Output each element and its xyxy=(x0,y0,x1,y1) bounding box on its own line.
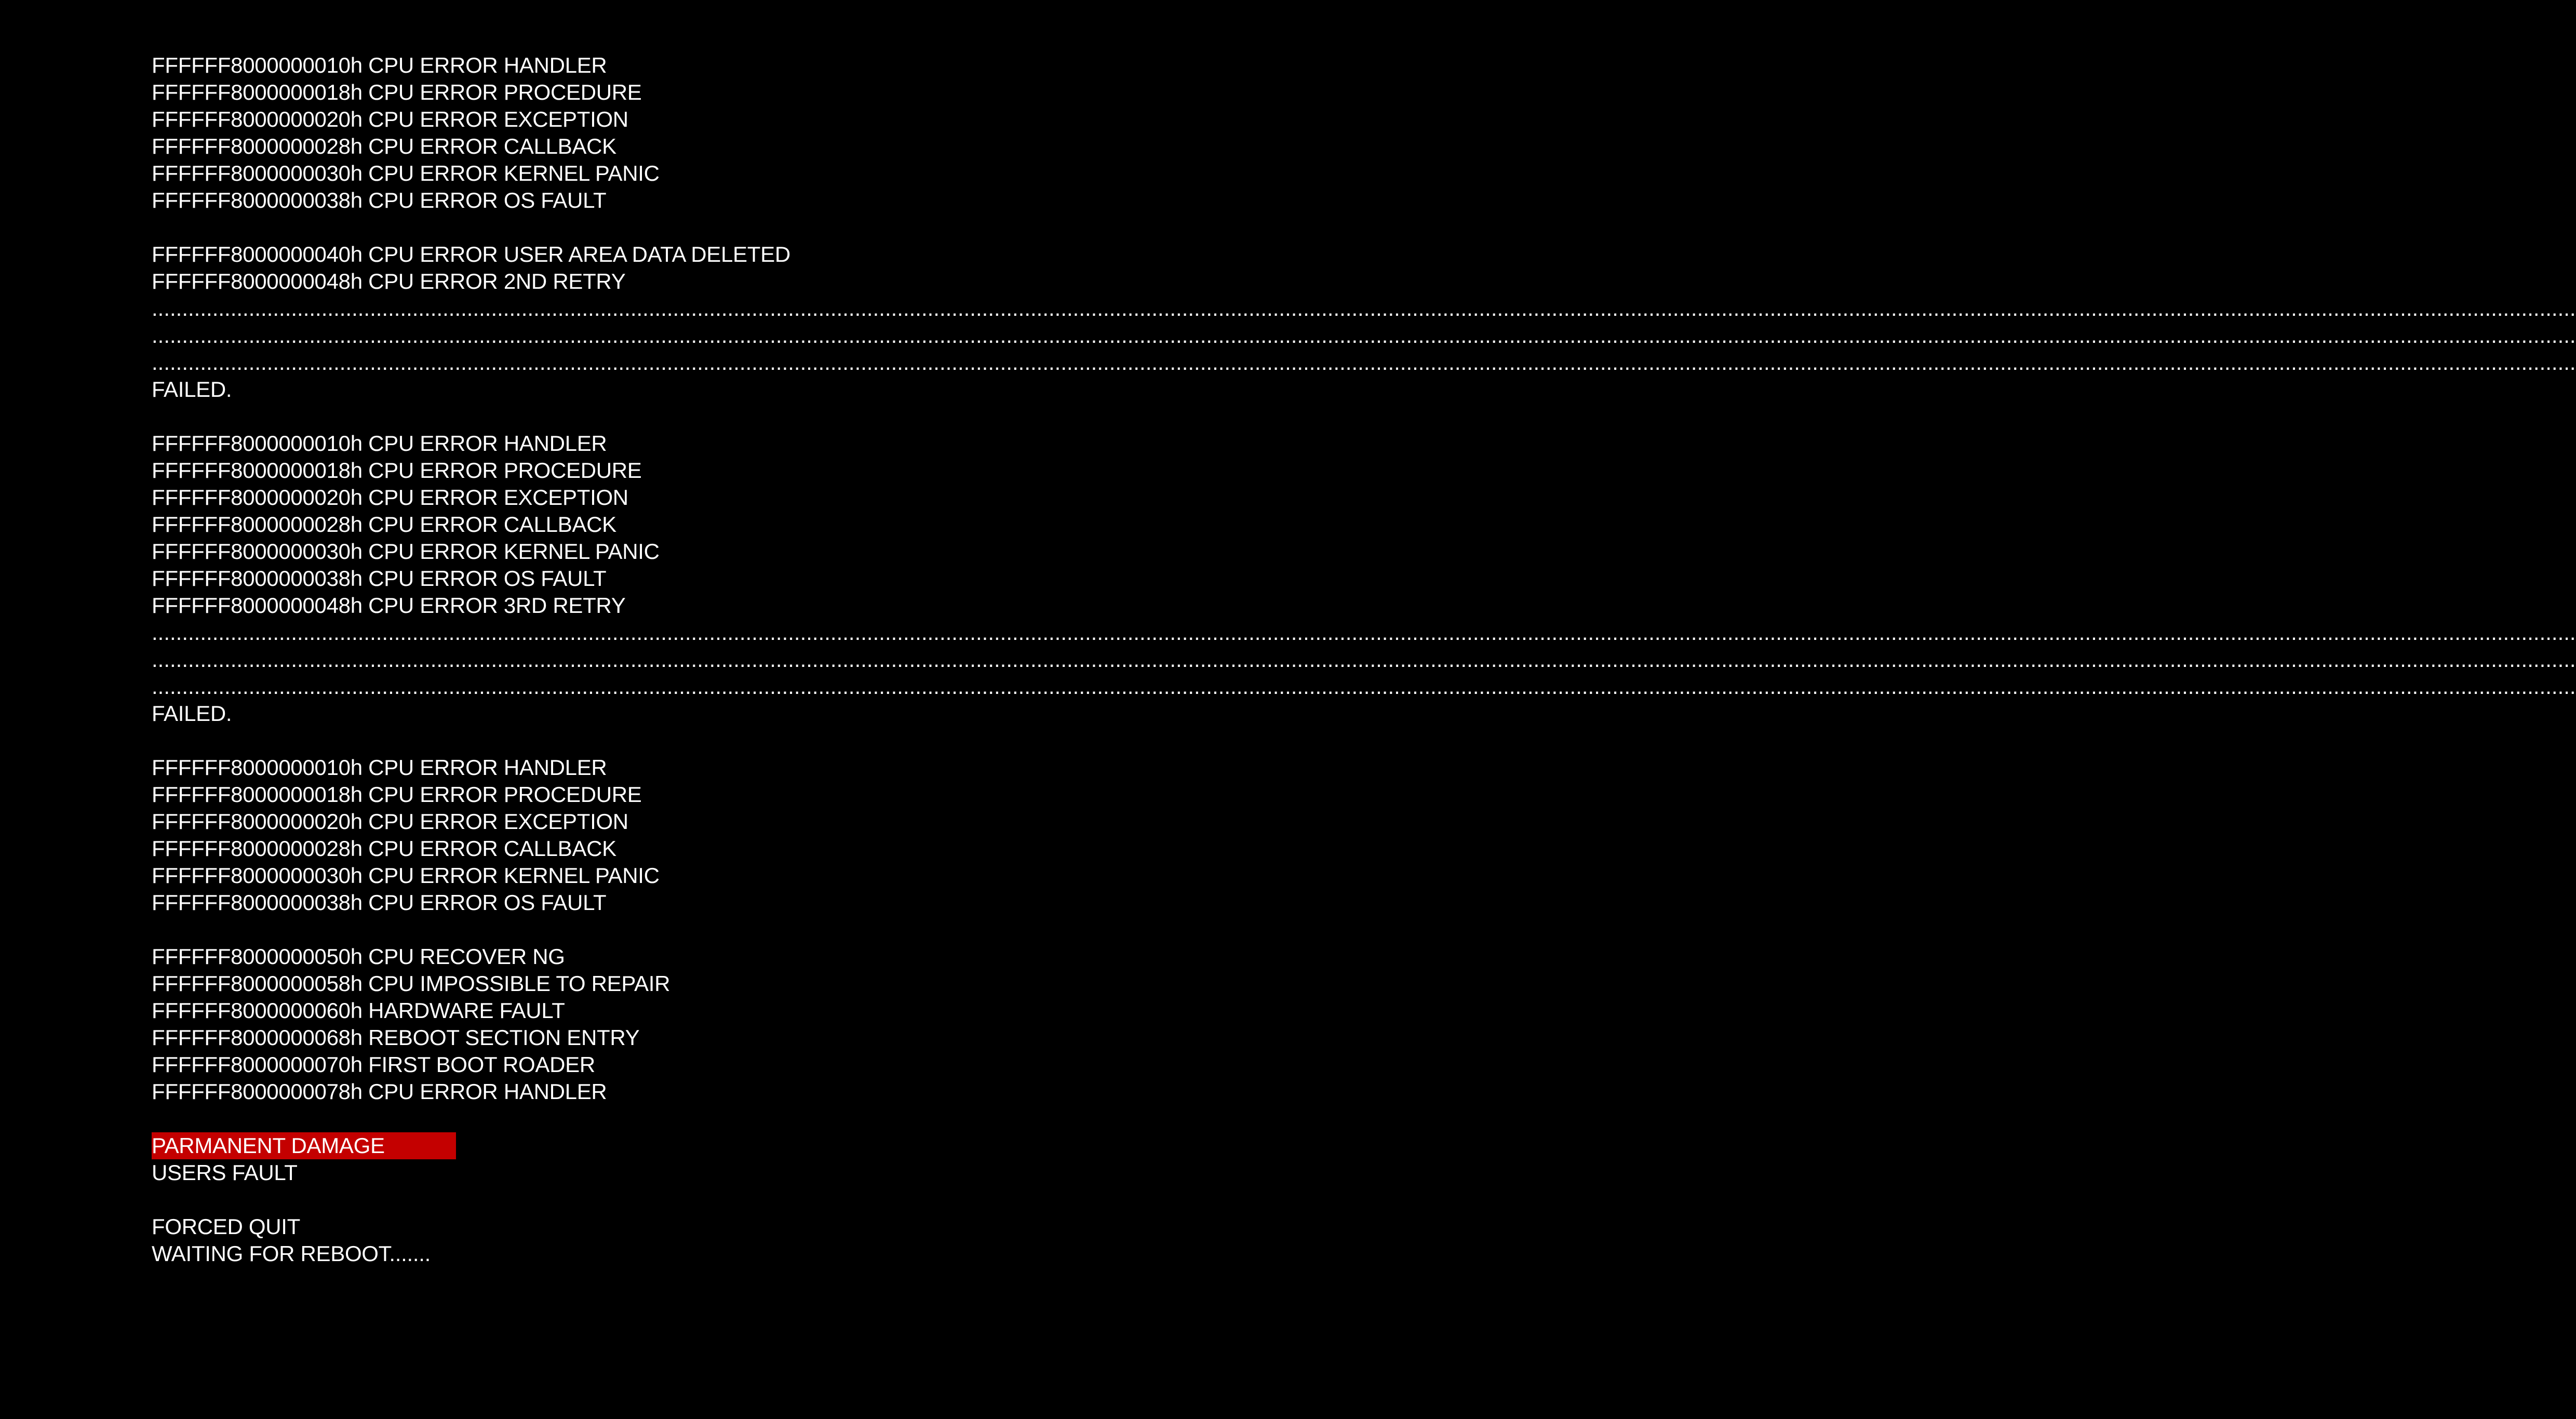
log-line: FFFFFF8000000030h CPU ERROR KERNEL PANIC xyxy=(152,539,660,564)
log-line: FFFFFF8000000030h CPU ERROR KERNEL PANIC xyxy=(152,161,660,185)
progress-dots: ................................................................................................................................................................................................................................................................................................................................................................................................................ xyxy=(152,350,2576,374)
damage-alert-line xyxy=(152,1132,931,1159)
log-line: FFFFFF8000000020h CPU ERROR EXCEPTION xyxy=(152,809,628,834)
damage-alert-label: PARMANENT DAMAGE xyxy=(152,1132,456,1159)
log-line: FAILED. xyxy=(152,701,232,726)
log-line: FFFFFF8000000070h FIRST BOOT ROADER xyxy=(152,1052,595,1077)
progress-dots: ................................................................................................................................................................................................................................................................................................................................................................................................................ xyxy=(152,674,2576,699)
log-line: FFFFFF8000000028h CPU ERROR CALLBACK xyxy=(152,512,616,537)
progress-dots: ................................................................................................................................................................................................................................................................................................................................................................................................................ xyxy=(152,296,2576,320)
log-line: WAITING FOR REBOOT....... xyxy=(152,1241,431,1266)
log-line: FFFFFF8000000018h CPU ERROR PROCEDURE xyxy=(152,458,642,483)
log-line: FORCED QUIT xyxy=(152,1214,301,1239)
progress-dots: ................................................................................................................................................................................................................................................................................................................................................................................................................ xyxy=(152,620,2576,645)
blank-line xyxy=(152,727,931,754)
log-line: FFFFFF8000000048h CPU ERROR 2ND RETRY xyxy=(152,269,626,293)
log-line: FFFFFF8000000010h CPU ERROR HANDLER xyxy=(152,755,607,780)
log-line: FFFFFF8000000058h CPU IMPOSSIBLE TO REPAIR xyxy=(152,971,670,996)
log-line: FFFFFF8000000038h CPU ERROR OS FAULT xyxy=(152,890,607,915)
log-line: FFFFFF8000000068h REBOOT SECTION ENTRY xyxy=(152,1025,640,1050)
blank-line xyxy=(152,916,931,943)
log-line: FFFFFF8000000010h CPU ERROR HANDLER xyxy=(152,53,607,77)
log-line: FFFFFF8000000038h CPU ERROR OS FAULT xyxy=(152,188,607,212)
blank-line xyxy=(152,403,931,430)
progress-dots: ................................................................................................................................................................................................................................................................................................................................................................................................................ xyxy=(152,647,2576,672)
blank-line xyxy=(152,1105,931,1132)
log-line: FFFFFF8000000038h CPU ERROR OS FAULT xyxy=(152,566,607,591)
log-line: FFFFFF8000000078h CPU ERROR HANDLER xyxy=(152,1079,607,1104)
log-line: FFFFFF8000000018h CPU ERROR PROCEDURE xyxy=(152,782,642,807)
log-line: USERS FAULT xyxy=(152,1160,298,1185)
log-line: FFFFFF8000000060h HARDWARE FAULT xyxy=(152,998,565,1023)
blank-line xyxy=(152,214,931,241)
progress-dots: ................................................................................................................................................................................................................................................................................................................................................................................................................ xyxy=(152,323,2576,347)
log-line: FFFFFF8000000030h CPU ERROR KERNEL PANIC xyxy=(152,863,660,888)
log-line: FFFFFF8000000028h CPU ERROR CALLBACK xyxy=(152,836,616,861)
log-line: FFFFFF8000000048h CPU ERROR 3RD RETRY xyxy=(152,593,626,618)
error-console xyxy=(152,52,2576,1267)
log-line: FFFFFF8000000040h CPU ERROR USER AREA DATA DELETED xyxy=(152,242,790,266)
log-line: FFFFFF8000000028h CPU ERROR CALLBACK xyxy=(152,134,616,158)
log-line: FFFFFF8000000020h CPU ERROR EXCEPTION xyxy=(152,485,628,510)
log-line: FFFFFF8000000050h CPU RECOVER NG xyxy=(152,944,565,969)
log-line: FFFFFF8000000018h CPU ERROR PROCEDURE xyxy=(152,80,642,104)
log-line: FFFFFF8000000020h CPU ERROR EXCEPTION xyxy=(152,107,628,131)
log-line: FFFFFF8000000010h CPU ERROR HANDLER xyxy=(152,431,607,456)
log-line: FAILED. xyxy=(152,377,232,401)
blank-line xyxy=(152,1186,931,1213)
